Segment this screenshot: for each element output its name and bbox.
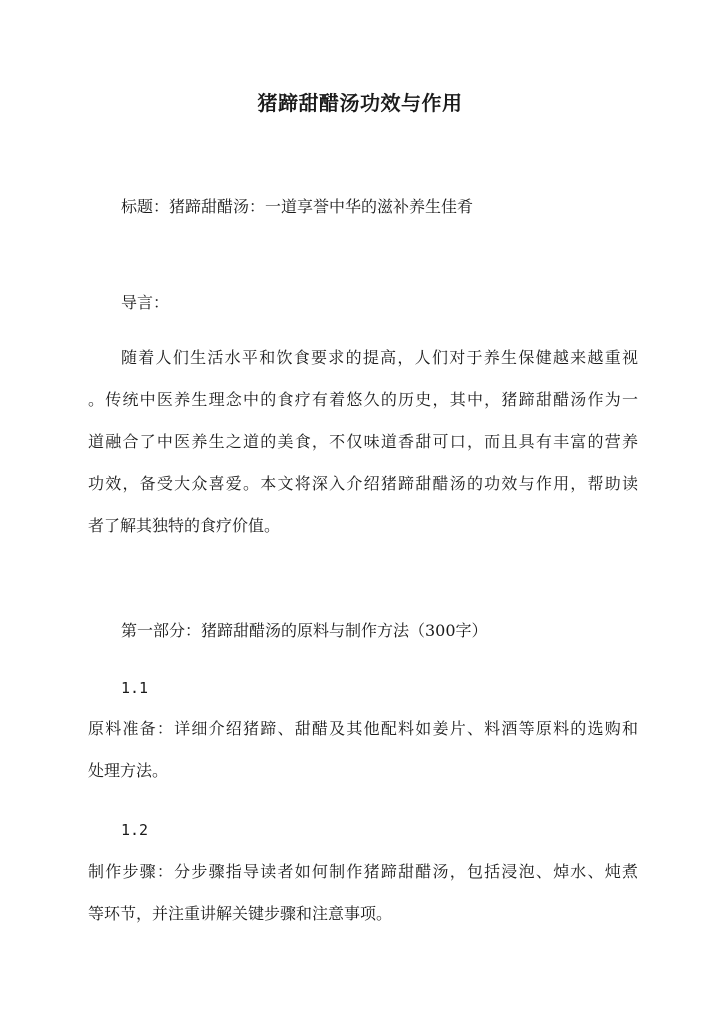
section-line: 原料准备：详细介绍猪蹄、甜醋及其他配料如姜片、料酒等原料的选购和 [88, 719, 638, 738]
section-number: 1.2 [121, 821, 149, 839]
section-line: 处理方法。 [88, 761, 169, 780]
document-title: 猪蹄甜醋汤功效与作用 [257, 91, 463, 115]
section-line: 等环节，并注重讲解关键步骤和注意事项。 [88, 904, 393, 923]
part1-heading: 第一部分：猪蹄甜醋汤的原料与制作方法（300字） [121, 621, 488, 640]
intro-line: 。传统中医养生理念中的食疗有着悠久的历史，其中，猪蹄甜醋汤作为一 [88, 390, 638, 409]
section-1-2-paragraph [88, 851, 638, 935]
intro-paragraph [88, 337, 638, 547]
intro-line: 随着人们生活水平和饮食要求的提高，人们对于养生保健越来越重视 [121, 348, 638, 367]
section-number: 1.1 [121, 679, 149, 697]
intro-heading: 导言： [121, 293, 170, 312]
section-1-1-paragraph [88, 708, 638, 792]
intro-line: 道融合了中医养生之道的美食，不仅味道香甜可口，而且具有丰富的营养 [88, 432, 638, 451]
intro-line: 者了解其独特的食疗价值。 [88, 516, 281, 535]
subtitle-line: 标题：猪蹄甜醋汤：一道享誉中华的滋补养生佳肴 [121, 197, 474, 216]
intro-line: 功效，备受大众喜爱。本文将深入介绍猪蹄甜醋汤的功效与作用，帮助读 [88, 474, 638, 493]
section-line: 制作步骤：分步骤指导读者如何制作猪蹄甜醋汤，包括浸泡、焯水、炖煮 [88, 862, 638, 881]
